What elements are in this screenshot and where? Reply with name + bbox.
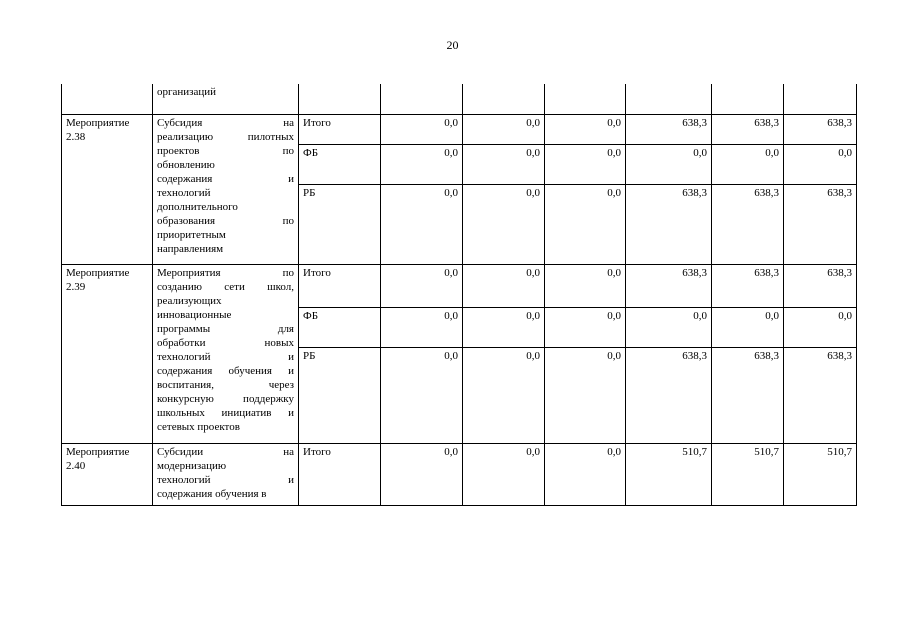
value-cell: 0,0 — [381, 114, 463, 144]
value-cell: 510,7 — [784, 443, 857, 505]
description-line: направлениям — [157, 242, 224, 255]
description-line: содержания и — [157, 172, 294, 185]
value-cell: 0,0 — [381, 347, 463, 443]
value-cell: 0,0 — [545, 184, 626, 264]
value-cell — [626, 84, 712, 114]
value-cell — [381, 84, 463, 114]
value-cell: 0,0 — [463, 347, 545, 443]
value-cell — [784, 84, 857, 114]
description-line: Субсидии на — [157, 445, 294, 458]
value-cell: 638,3 — [626, 347, 712, 443]
value-cell: 0,0 — [545, 443, 626, 505]
description-line: технологий и — [157, 473, 294, 486]
table-body — [62, 84, 857, 505]
description-line: реализацию пилотных — [157, 130, 294, 143]
value-cell: 0,0 — [463, 114, 545, 144]
value-cell: 638,3 — [784, 347, 857, 443]
value-cell: 0,0 — [712, 307, 784, 347]
description-line: инновационные — [157, 308, 232, 321]
value-cell: 0,0 — [463, 144, 545, 184]
value-cell: 0,0 — [784, 144, 857, 184]
value-cell: 0,0 — [381, 264, 463, 307]
value-cell: 0,0 — [381, 144, 463, 184]
description-line: созданию сети школ, — [157, 280, 294, 293]
value-cell — [463, 84, 545, 114]
value-cell: 0,0 — [463, 307, 545, 347]
description-line: содержания обучения в — [157, 487, 267, 500]
value-cell: 0,0 — [381, 307, 463, 347]
event-code: Мероприятие 2.40 — [62, 443, 153, 505]
event-description — [153, 264, 299, 443]
description-line: школьных инициатив и — [157, 406, 294, 419]
value-cell: 0,0 — [463, 443, 545, 505]
value-cell: 510,7 — [626, 443, 712, 505]
event-code: Мероприятие 2.38 — [62, 114, 153, 264]
value-cell: 0,0 — [712, 144, 784, 184]
continuation-row — [62, 84, 857, 114]
value-cell: 0,0 — [463, 184, 545, 264]
funding-source: ФБ — [299, 307, 381, 347]
description-line: обновлению — [157, 158, 215, 171]
value-cell: 638,3 — [712, 347, 784, 443]
value-cell: 638,3 — [784, 264, 857, 307]
value-cell: 638,3 — [784, 184, 857, 264]
description-line: модернизацию — [157, 459, 227, 472]
value-cell: 0,0 — [545, 264, 626, 307]
event-code: Мероприятие 2.39 — [62, 264, 153, 443]
funding-source: Итого — [299, 443, 381, 505]
value-cell — [545, 84, 626, 114]
page-number: 20 — [446, 38, 459, 52]
description-line: Мероприятия по — [157, 266, 294, 279]
description-line: воспитания, через — [157, 378, 294, 391]
value-cell: 510,7 — [712, 443, 784, 505]
funding-source: РБ — [299, 184, 381, 264]
funding-source: Итого — [299, 114, 381, 144]
value-cell: 0,0 — [545, 347, 626, 443]
value-cell: 0,0 — [784, 307, 857, 347]
source-cell — [299, 84, 381, 114]
value-cell: 0,0 — [626, 307, 712, 347]
funding-source: Итого — [299, 264, 381, 307]
funding-source: РБ — [299, 347, 381, 443]
event-description — [153, 114, 299, 264]
description-line: технологий и — [157, 350, 294, 363]
value-cell: 638,3 — [784, 114, 857, 144]
description-line: Субсидия на — [157, 116, 294, 129]
description-line: конкурсную поддержку — [157, 392, 294, 405]
description-line: технологий — [157, 186, 211, 199]
description-line: приоритетным — [157, 228, 226, 241]
description-cell: организаций — [153, 84, 299, 114]
value-cell: 0,0 — [545, 114, 626, 144]
value-cell — [712, 84, 784, 114]
table-row — [62, 114, 857, 144]
description-line: проектов по — [157, 144, 294, 157]
value-cell: 0,0 — [545, 144, 626, 184]
code-cell — [62, 84, 153, 114]
funding-source: ФБ — [299, 144, 381, 184]
value-cell: 638,3 — [626, 264, 712, 307]
description-line: содержания обучения и — [157, 364, 294, 377]
table-row — [62, 264, 857, 307]
value-cell: 0,0 — [626, 144, 712, 184]
budget-table — [61, 84, 857, 506]
value-cell: 638,3 — [626, 114, 712, 144]
description-line: программы для — [157, 322, 294, 335]
event-description — [153, 443, 299, 505]
description-line: образования по — [157, 214, 294, 227]
table-row — [62, 443, 857, 505]
value-cell: 0,0 — [381, 443, 463, 505]
description-line: реализующих — [157, 294, 222, 307]
value-cell: 0,0 — [381, 184, 463, 264]
value-cell: 0,0 — [463, 264, 545, 307]
value-cell: 0,0 — [545, 307, 626, 347]
value-cell: 638,3 — [712, 264, 784, 307]
description-line: дополнительного — [157, 200, 238, 213]
description-line: сетевых проектов — [157, 420, 240, 433]
value-cell: 638,3 — [626, 184, 712, 264]
value-cell: 638,3 — [712, 114, 784, 144]
description-line: обработки новых — [157, 336, 294, 349]
value-cell: 638,3 — [712, 184, 784, 264]
